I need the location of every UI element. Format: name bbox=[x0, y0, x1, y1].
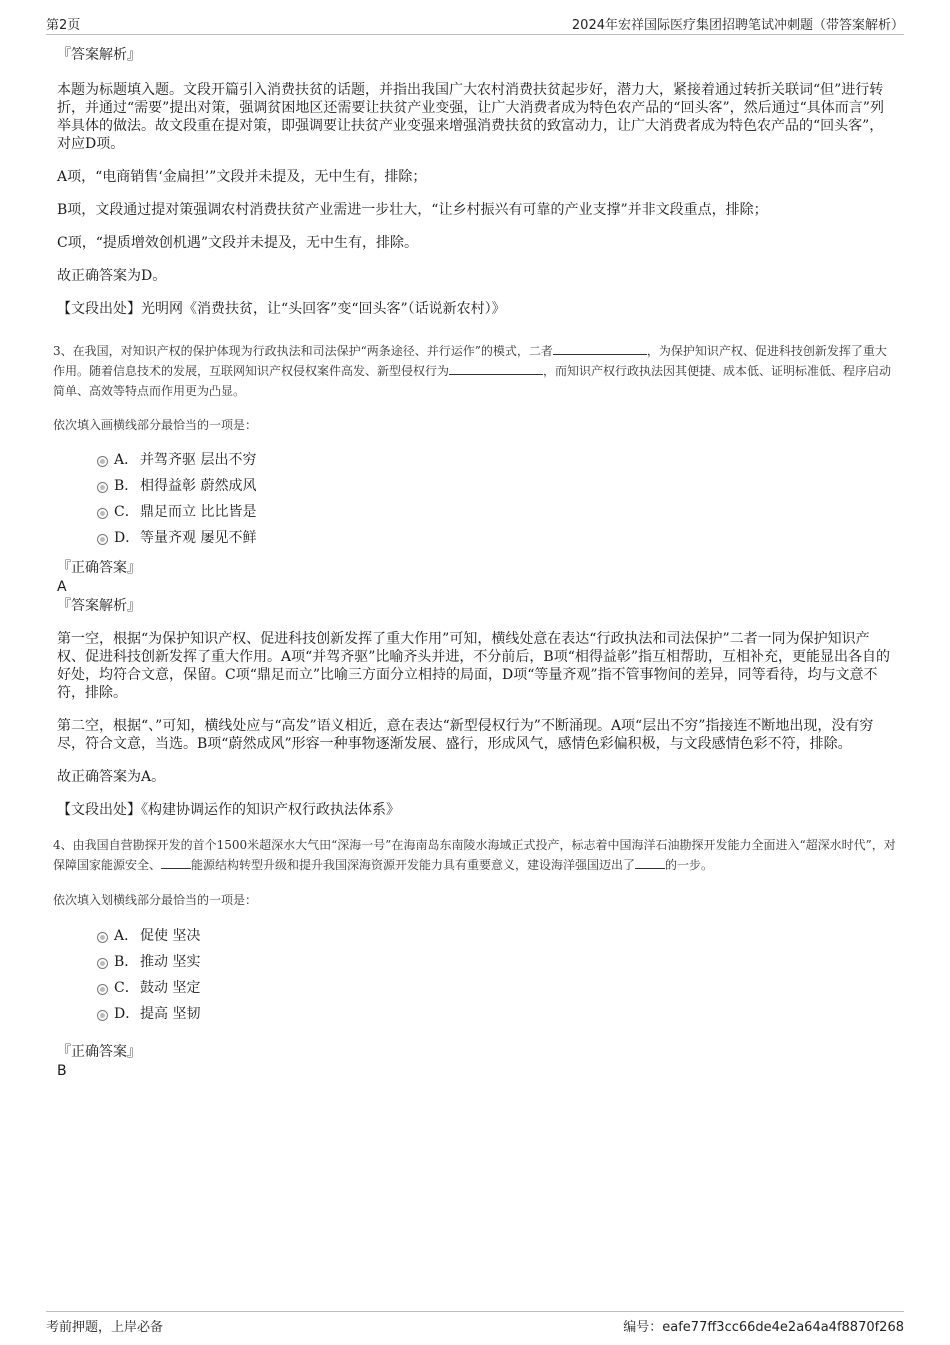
fill-blank bbox=[553, 342, 647, 355]
page-number: 第2页 bbox=[46, 18, 81, 33]
fill-blank bbox=[635, 856, 665, 869]
page-header bbox=[46, 12, 904, 35]
option-b[interactable]: B． 推动 坚实 bbox=[57, 949, 897, 975]
q3-analysis-paragraph: 第一空，根据“为保护知识产权、促进科技创新发挥了重大作用”可知，横线处意在表达“行政执法和司法保护”二者一同为保护知识产权、促进科技创新发挥了重大作用。A项“并驾齐驱”比喻齐头并进，不分前后，B项“相得益彰”指互相帮助，互相补充，更能显出各自的好处，均符合文意，保留。C项“鼎足而立”比喻三方面分立相持的局面，D项“等量齐观”指不管事物间的差异，同等看待，均与文意不符，排除。 bbox=[57, 631, 891, 701]
q2-analysis-paragraph: 本题为标题填入题。文段开篇引入消费扶贫的话题，并指出我国广大农村消费扶贫起步好，潜力大，紧接着通过转折关联词“但”进行转折，并通过“需要”提出对策，强调贫困地区还需要让扶贫产业变强，让广大消费者成为特色农产品的“回头客”，然后通过“具体而言”列举具体的做法。故文段重在提对策，即强调要让扶贫产业变强来增强消费扶贫的致富动力，让广大消费者成为特色农产品的“回头客”，对应D项。 bbox=[57, 82, 884, 152]
q2-analysis-label: 『答案解析』 bbox=[57, 47, 141, 63]
q3-question-text: 3、在我国，对知识产权的保护体现为行政执法和司法保护“两条途径、并行运作”的模式，二者 ，为保护知识产权、促进科技创新发挥了重大作用。随着信息技术的发展，互联网知识产权侵权案件高发、新型侵权行为 ，而知识产权行政执法因其便捷、成本低、证明标准低、程序启动简单、高效等特点而作用更为凸显。 bbox=[53, 344, 892, 398]
q3-analysis-label: 『答案解析』 bbox=[57, 598, 141, 614]
q4-question-text: 4、由我国自营勘探开发的首个1500米超深水大气田“深海一号”在海南岛东南陵水海域正式投产，标志着中国海洋石油勘探开发能力全面进入“超深水时代”，对保障国家能源安全、 能源结构转型升级和提升我国深海资源开发能力具有重要意义，建设海洋强国迈出了 的一步。 bbox=[53, 838, 896, 872]
option-a[interactable]: A． 促使 坚决 bbox=[57, 923, 897, 949]
q2-analysis-paragraph: C项，“提质增效创机遇”文段并未提及，无中生有，排除。 bbox=[57, 235, 419, 251]
option-d[interactable]: D．等量齐观 屡见不鲜 bbox=[57, 525, 897, 551]
q3-options bbox=[57, 447, 897, 551]
q3-prompt: 依次填入画横线部分最恰当的一项是： bbox=[53, 418, 258, 432]
option-a[interactable]: A． 并驾齐驱 层出不穷 bbox=[57, 447, 897, 473]
q4-answer: B bbox=[57, 1063, 67, 1079]
q3-answer-label: 『正确答案』 bbox=[57, 560, 141, 576]
fill-blank bbox=[161, 856, 191, 869]
footer-slogan: 考前押题，上岸必备 bbox=[46, 1320, 164, 1335]
page-content bbox=[53, 46, 897, 1080]
q2-analysis-paragraph: B项，文段通过提对策强调农村消费扶贫产业需进一步壮大，“让乡村振兴有可靠的产业支撑”并非文段重点，排除； bbox=[57, 202, 768, 218]
radio-icon[interactable] bbox=[97, 534, 108, 545]
option-b[interactable]: B． 相得益彰 蔚然成风 bbox=[57, 473, 897, 499]
q4-prompt: 依次填入划横线部分最恰当的一项是： bbox=[53, 893, 258, 907]
q3-analysis-paragraph: 第二空，根据“、”可知，横线处应与“高发”语义相近，意在表达“新型侵权行为”不断涌现。A项“层出不穷”指接连不断地出现，没有穷尽，符合文意，当选。B项“蔚然成风”形容一种事物逐渐发展、盛行，形成风气，感情色彩偏积极，与文段感情色彩不符，排除。 bbox=[57, 718, 874, 752]
document-id: 编号：eafe77ff3cc66de4e2a64a4f8870f268 bbox=[623, 1320, 904, 1335]
q2-analysis-conclusion: 故正确答案为D。 bbox=[57, 268, 167, 284]
radio-icon[interactable] bbox=[97, 932, 108, 943]
q4-answer-label: 『正确答案』 bbox=[57, 1044, 141, 1060]
q2-source: 【文段出处】光明网《消费扶贫，让“头回客”变“回头客”（话说新农村）》 bbox=[57, 301, 506, 317]
q3-analysis-conclusion: 故正确答案为A。 bbox=[57, 769, 166, 785]
radio-icon[interactable] bbox=[97, 984, 108, 995]
option-d[interactable]: D．提高 坚韧 bbox=[57, 1001, 897, 1027]
q4-options bbox=[57, 923, 897, 1027]
document-title: 2024年宏祥国际医疗集团招聘笔试冲刺题（带答案解析） bbox=[571, 18, 904, 33]
radio-icon[interactable] bbox=[97, 508, 108, 519]
q3-answer: A bbox=[57, 579, 67, 595]
option-c[interactable]: C．鼓动 坚定 bbox=[57, 975, 897, 1001]
option-c[interactable]: C．鼎足而立 比比皆是 bbox=[57, 499, 897, 525]
radio-icon[interactable] bbox=[97, 1010, 108, 1021]
radio-icon[interactable] bbox=[97, 456, 108, 467]
fill-blank bbox=[449, 362, 543, 375]
radio-icon[interactable] bbox=[97, 958, 108, 969]
q2-analysis-paragraph: A项，“电商销售‘金扁担’”文段并未提及，无中生有，排除； bbox=[57, 169, 427, 185]
radio-icon[interactable] bbox=[97, 482, 108, 493]
page-footer bbox=[46, 1311, 904, 1336]
q3-source: 【文段出处】《构建协调运作的知识产权行政执法体系》 bbox=[57, 802, 400, 818]
